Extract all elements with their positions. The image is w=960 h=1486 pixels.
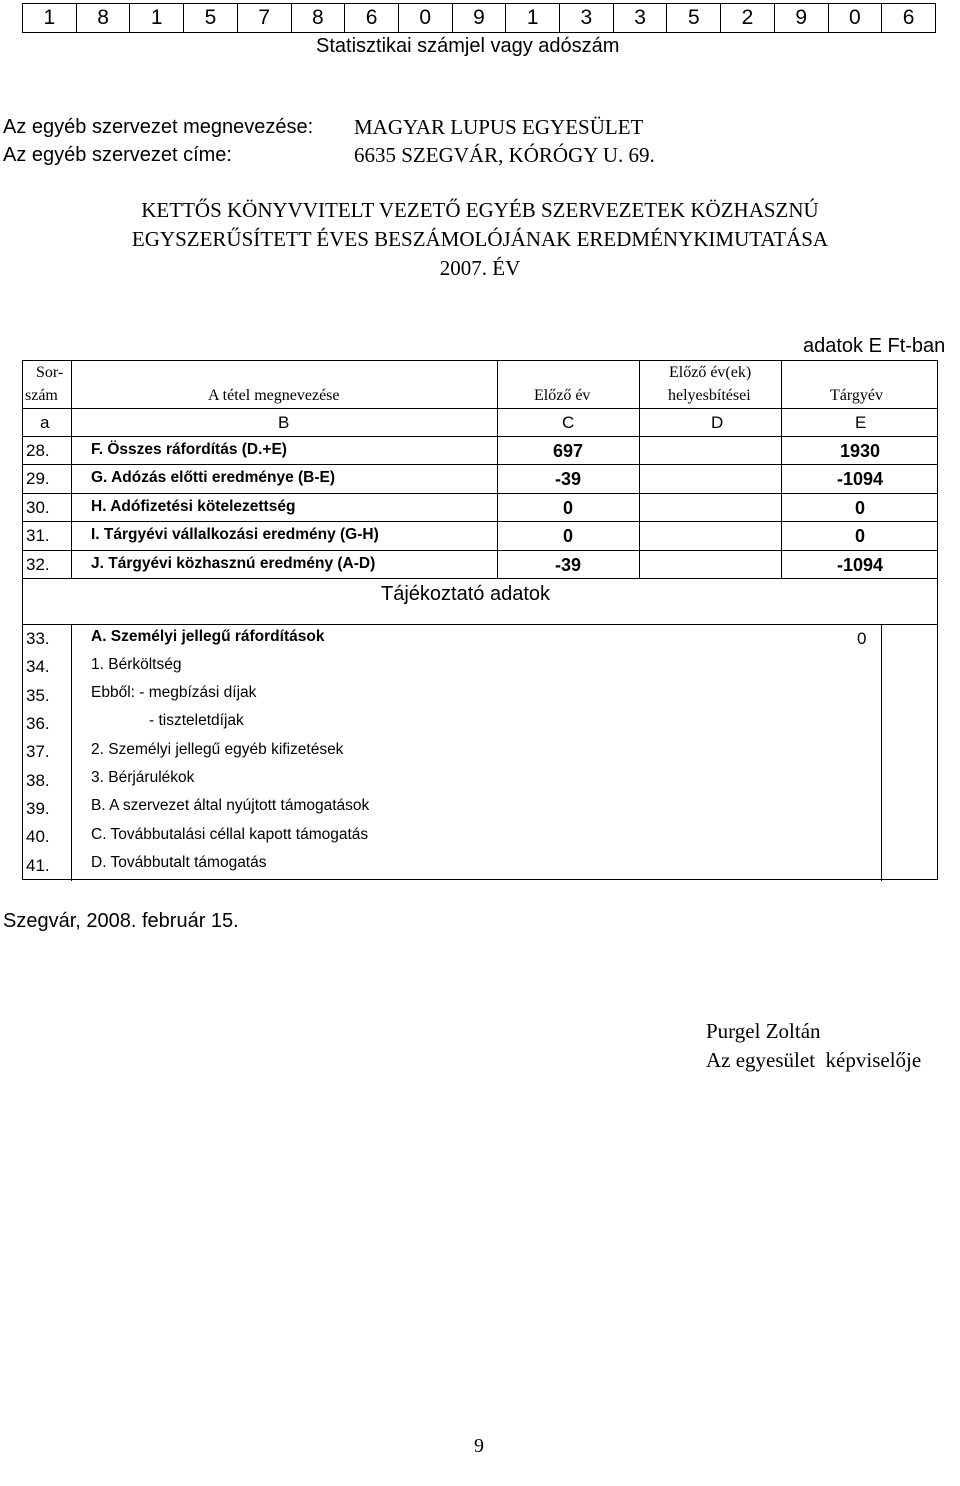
header-prev-year: Előző év [534, 387, 591, 404]
org-address-label: Az egyéb szervezet címe: [3, 144, 232, 166]
tax-digit: 6 [345, 4, 399, 32]
tax-digit: 9 [453, 4, 507, 32]
report-title-line3: 2007. ÉV [439, 256, 521, 280]
signatory-role: Az egyesület képviselője [706, 1048, 922, 1072]
info-row-number: 38. [26, 771, 50, 790]
row-current-value: 0 [854, 526, 865, 546]
tax-number-box [22, 3, 936, 33]
income-statement-table [22, 360, 938, 880]
row-number: 31. [26, 526, 50, 545]
tax-digit: 1 [130, 4, 184, 32]
header-item-name: A tétel megnevezése [208, 387, 340, 404]
tax-digit: 8 [292, 4, 346, 32]
signatory-name: Purgel Zoltán [706, 1019, 821, 1043]
tax-digit: 8 [77, 4, 131, 32]
info-row-label: C. Továbbutalási céllal kapott támogatás [91, 826, 369, 843]
tax-digit: 6 [902, 6, 915, 29]
header-adjustments-2: helyesbítései [668, 387, 751, 404]
column-letter-b: B [278, 413, 290, 432]
row-label: F. Összes ráfordítás (D.+E) [91, 441, 287, 458]
info-row-label: 2. Személyi jellegű egyéb kifizetések [91, 741, 344, 758]
info-row-number: 34. [26, 657, 50, 676]
info-row-number: 39. [26, 799, 50, 818]
org-address-value: 6635 SZEGVÁR, KÓRÓGY U. 69. [354, 143, 655, 167]
info-heading: Tájékoztató adatok [381, 583, 550, 605]
row-current-value: 1930 [839, 441, 881, 461]
header-sorszam-2: szám [25, 387, 58, 404]
row-label: J. Tárgyévi közhasznú eredmény (A-D) [91, 555, 376, 572]
column-letter-a: a [40, 413, 50, 432]
tax-digit: 1 [23, 4, 77, 32]
tax-digit: 7 [238, 4, 292, 32]
row-prev-value: -39 [554, 469, 581, 489]
tax-digit: 2 [721, 4, 775, 32]
info-row-number: 37. [26, 742, 50, 761]
row-number: 32. [26, 555, 50, 574]
row-label: H. Adófizetési kötelezettség [91, 498, 296, 515]
column-letter-e: E [855, 413, 867, 432]
header-sorszam-1: Sor- [36, 364, 64, 381]
row-prev-value: 697 [552, 441, 584, 461]
row-current-value: 0 [854, 498, 865, 518]
column-letter-c: C [562, 413, 575, 432]
tax-digit: 3 [614, 4, 668, 32]
info-row-number: 40. [26, 827, 50, 846]
tax-number-caption: Statisztikai számjel vagy adószám [316, 35, 620, 57]
info-row-label: D. Továbbutalt támogatás [91, 854, 267, 871]
info-row-label: 1. Bérköltség [91, 656, 182, 673]
row-label: G. Adózás előtti eredménye (B-E) [91, 469, 336, 486]
row-current-value: -1094 [836, 555, 884, 575]
row-number: 30. [26, 498, 50, 517]
row-current-value: -1094 [836, 469, 884, 489]
row-prev-value: 0 [562, 498, 573, 518]
tax-digit: 1 [506, 4, 560, 32]
row-prev-value: 0 [562, 526, 573, 546]
info-row-label: A. Személyi jellegű ráfordítások [91, 628, 325, 645]
info-row-number: 35. [26, 686, 50, 705]
row-prev-value: -39 [554, 555, 581, 575]
info-row-number: 36. [26, 714, 50, 733]
tax-digit: 5 [667, 4, 721, 32]
row-label: I. Tárgyévi vállalkozási eredmény (G-H) [91, 526, 379, 543]
tax-digit: 0 [399, 4, 453, 32]
page-number: 9 [474, 1435, 484, 1457]
report-title-line1: KETTŐS KÖNYVVITELT VEZETŐ EGYÉB SZERVEZETEK KÖZHASZNÚ [141, 198, 819, 222]
org-name-value: MAGYAR LUPUS EGYESÜLET [354, 115, 644, 139]
tax-digit: 0 [829, 4, 883, 32]
unit-note: adatok E Ft-ban [803, 335, 946, 357]
column-letter-d: D [711, 413, 724, 432]
report-title-line2: EGYSZERŰSÍTETT ÉVES BESZÁMOLÓJÁNAK EREDMÉNYKIMUTATÁSA [131, 227, 829, 251]
info-row-number: 41. [26, 856, 50, 875]
row-number: 28. [26, 441, 50, 460]
info-row-label: - tiszteletdíjak [149, 712, 244, 729]
tax-digit: 3 [560, 4, 614, 32]
row-number: 29. [26, 469, 50, 488]
tax-digit: 9 [775, 4, 829, 32]
place-and-date: Szegvár, 2008. február 15. [3, 910, 239, 932]
org-name-label: Az egyéb szervezet megnevezése: [3, 116, 314, 138]
header-adjustments-1: Előző év(ek) [669, 364, 752, 381]
info-row-label: B. A szervezet által nyújtott támogatások [91, 797, 370, 814]
info-row-label: Ebből: - megbízási díjak [91, 684, 257, 701]
header-current-year: Tárgyév [830, 387, 884, 404]
info-row-value: 0 [857, 629, 867, 648]
info-row-number: 33. [26, 629, 50, 648]
tax-digit: 5 [184, 4, 238, 32]
info-row-label: 3. Bérjárulékok [91, 769, 195, 786]
